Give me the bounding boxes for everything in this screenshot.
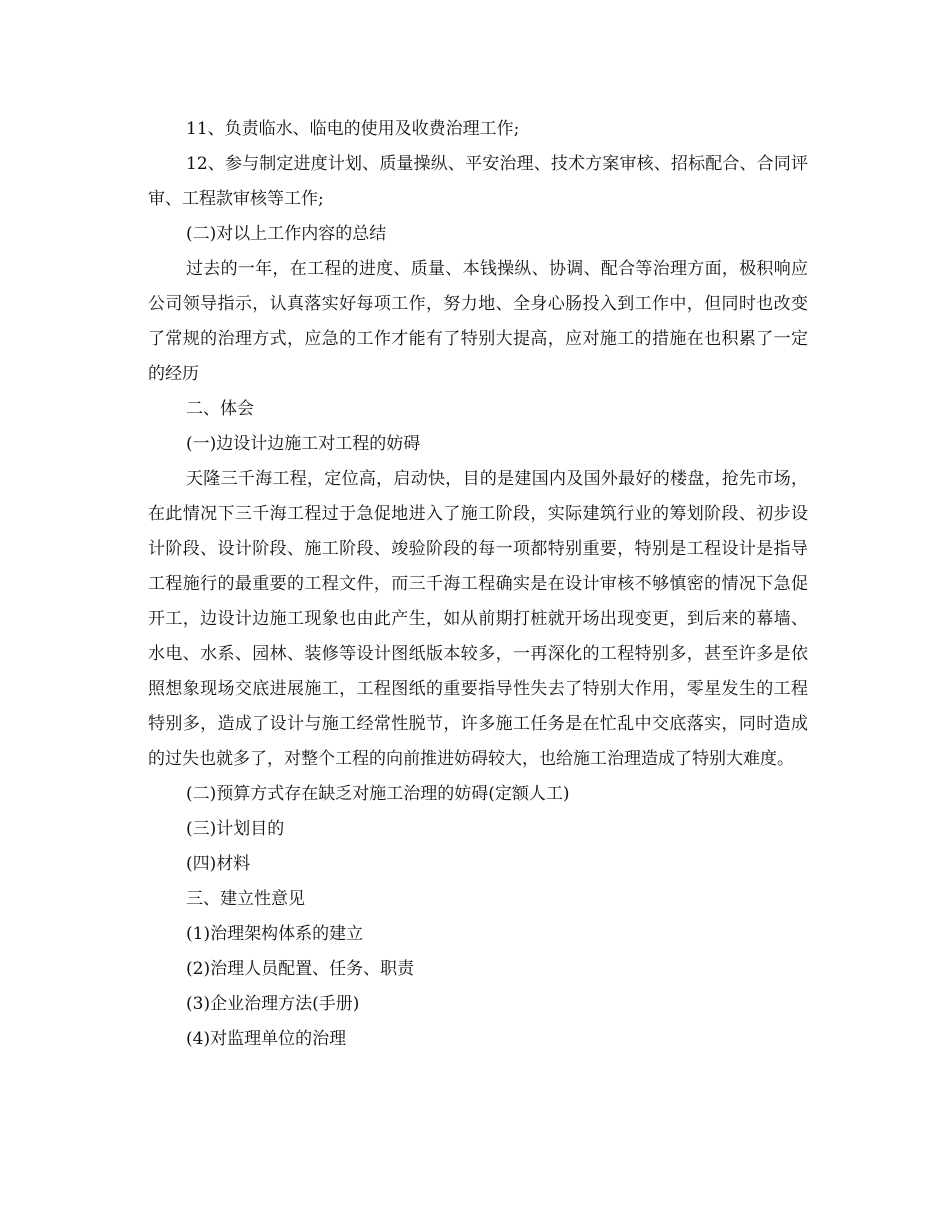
- list-item-methods: (3)企业治理方法(手册): [186, 994, 360, 1014]
- section-heading-experience: 二、体会: [186, 399, 254, 419]
- subheading-plan-goal: (三)计划目的: [186, 819, 285, 839]
- list-item-staffing: (2)治理人员配置、任务、职责: [186, 959, 415, 979]
- subheading-materials: (四)材料: [186, 854, 251, 874]
- section-heading-suggestions: 三、建立性意见: [186, 889, 305, 909]
- paragraph-design-construction: 天隆三千海工程，定位高，启动快，目的是建国内及国外最好的楼盘，抢先市场，在此情况下三千海工程过于急促地进入了施工阶段，实际建筑行业的筹划阶段、初步设计阶段、设计阶段、施工阶段、竣验阶段的每一项都特别重要，特别是工程设计是指导工程施行的最重要的工程文件，而三千海工程确实是在设计审核不够慎密的情况下急促开工，边设计边施工现象也由此产生，如从前期打桩就开场出现变更，到后来的幕墙、水电、水系、园林、装修等设计图纸版本较多，一再深化的工程特别多，甚至许多是依照想象现场交底进展施工，工程图纸的重要指导性失去了特别大作用，零星发生的工程特别多，造成了设计与施工经常性脱节，许多施工任务是在忙乱中交底落实，同时造成的过失也就多了，对整个工程的向前推进妨碍较大，也给施工治理造成了特别大难度。: [148, 469, 808, 769]
- list-item-structure: (1)治理架构体系的建立: [186, 924, 364, 944]
- document-body: [148, 112, 808, 1057]
- subheading-budget: (二)预算方式存在缺乏对施工治理的妨碍(定额人工): [186, 784, 570, 804]
- list-item-supervision: (4)对监理单位的治理: [186, 1029, 347, 1049]
- paragraph-summary: 过去的一年，在工程的进度、质量、本钱操纵、协调、配合等治理方面，极积响应公司领导指示，认真落实好每项工作，努力地、全身心肠投入到工作中，但同时也改变了常规的治理方式，应急的工作才能有了特别大提高，应对施工的措施在也积累了一定的经历: [148, 259, 808, 384]
- subheading-design-construction: (一)边设计边施工对工程的妨碍: [186, 434, 421, 454]
- paragraph-item-12: 12、参与制定进度计划、质量操纵、平安治理、技术方案审核、招标配合、合同评审、工程款审核等工作;: [148, 154, 808, 209]
- section-heading-summary: (二)对以上工作内容的总结: [186, 224, 387, 244]
- paragraph-item-11: 11、负责临水、临电的使用及收费治理工作;: [186, 119, 520, 139]
